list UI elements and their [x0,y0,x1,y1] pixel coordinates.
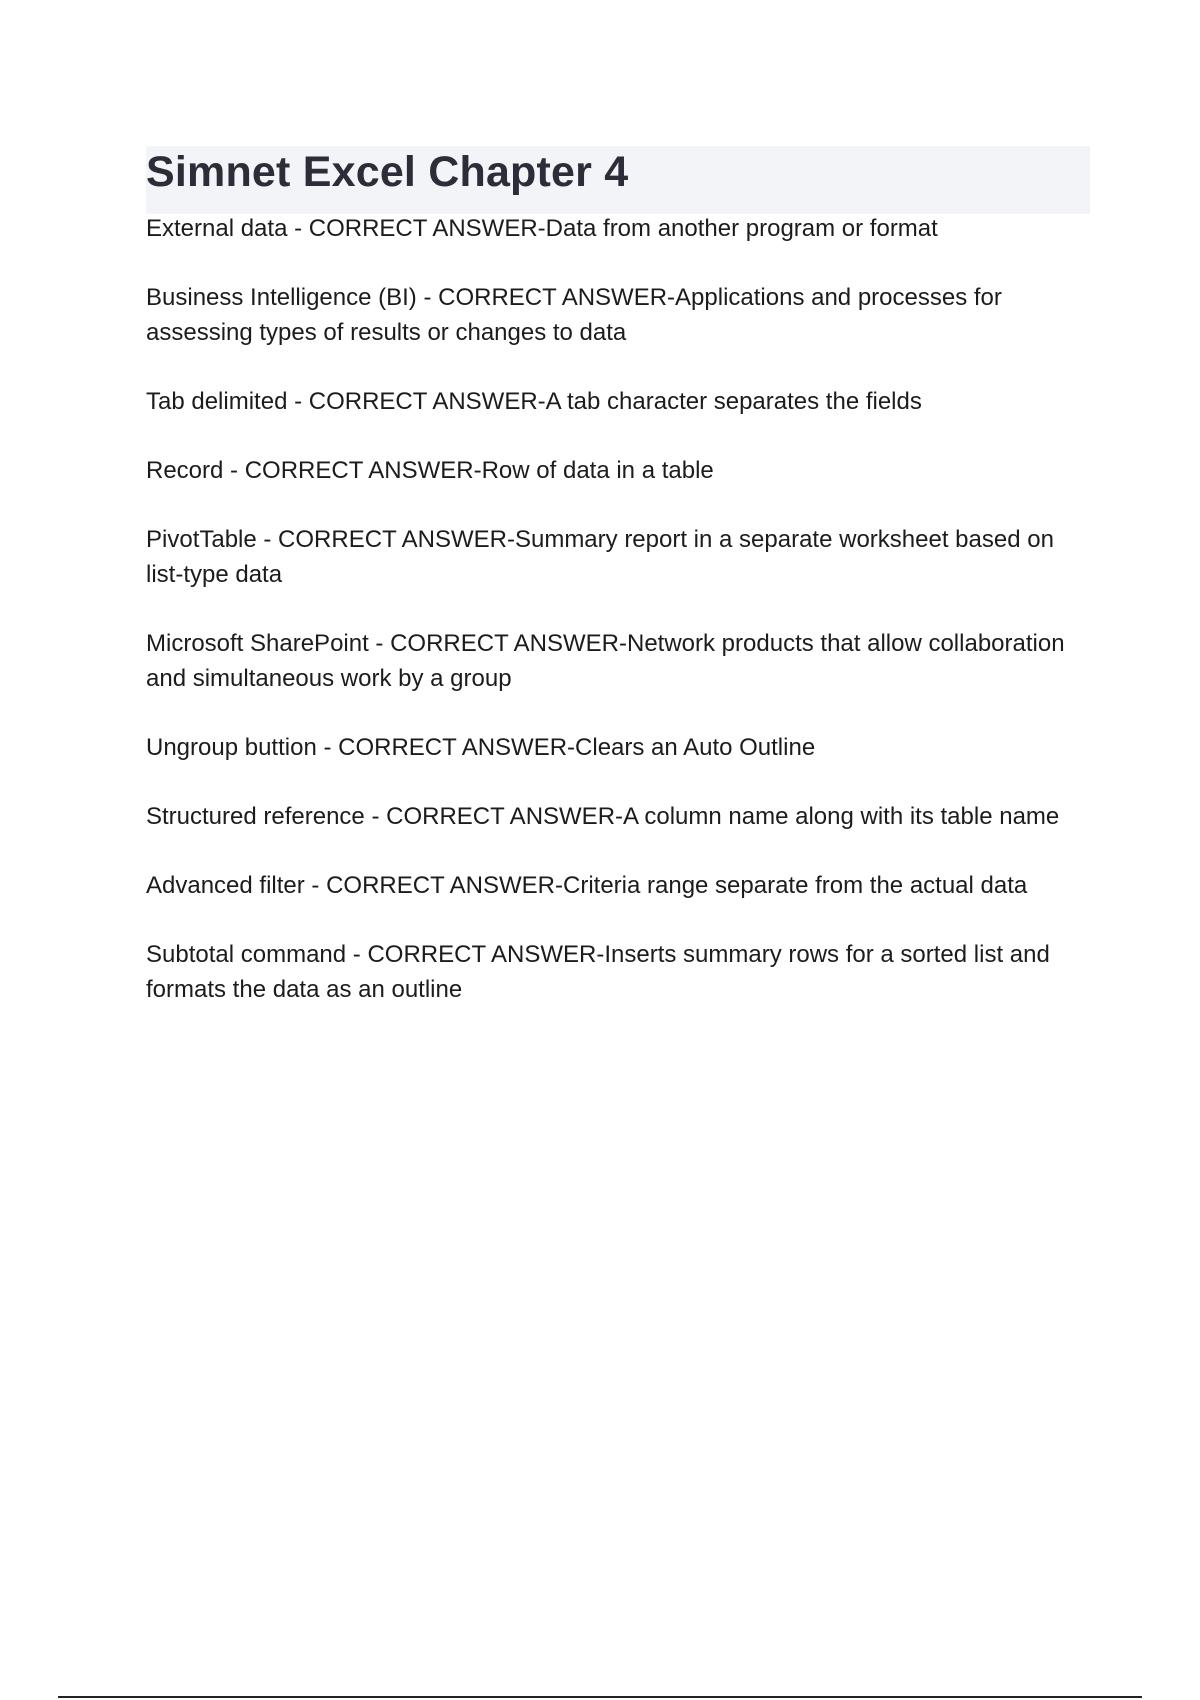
flashcard-entry-structured-reference: Structured reference - CORRECT ANSWER-A column name along with its table name [146,803,1060,830]
flashcard-entry-advanced-filter: Advanced filter - CORRECT ANSWER-Criteria range separate from the actual data [146,872,1028,899]
flashcard-entry-pivottable: PivotTable - CORRECT ANSWER-Summary report in a separate worksheet based on list-type data [146,526,1054,588]
flashcard-entry-subtotal-command: Subtotal command - CORRECT ANSWER-Inserts summary rows for a sorted list and formats the data as an outline [146,941,1050,1003]
flashcard-entry-record: Record - CORRECT ANSWER-Row of data in a table [146,457,714,484]
flashcard-list [146,211,1086,1041]
flashcard-entry-business-intelligence: Business Intelligence (BI) - CORRECT ANSWER-Applications and processes for assessing types of results or changes to data [146,284,1002,346]
flashcard-entry-external-data: External data - CORRECT ANSWER-Data from another program or format [146,215,938,242]
flashcard-entry-ungroup-button: Ungroup buttion - CORRECT ANSWER-Clears an Auto Outline [146,734,816,761]
flashcard-entry-tab-delimited: Tab delimited - CORRECT ANSWER-A tab character separates the fields [146,388,922,415]
flashcard-entry-sharepoint: Microsoft SharePoint - CORRECT ANSWER-Network products that allow collaboration and simultaneous work by a group [146,630,1065,692]
footer-divider [58,1696,1142,1698]
page-title: Simnet Excel Chapter 4 [146,148,629,196]
